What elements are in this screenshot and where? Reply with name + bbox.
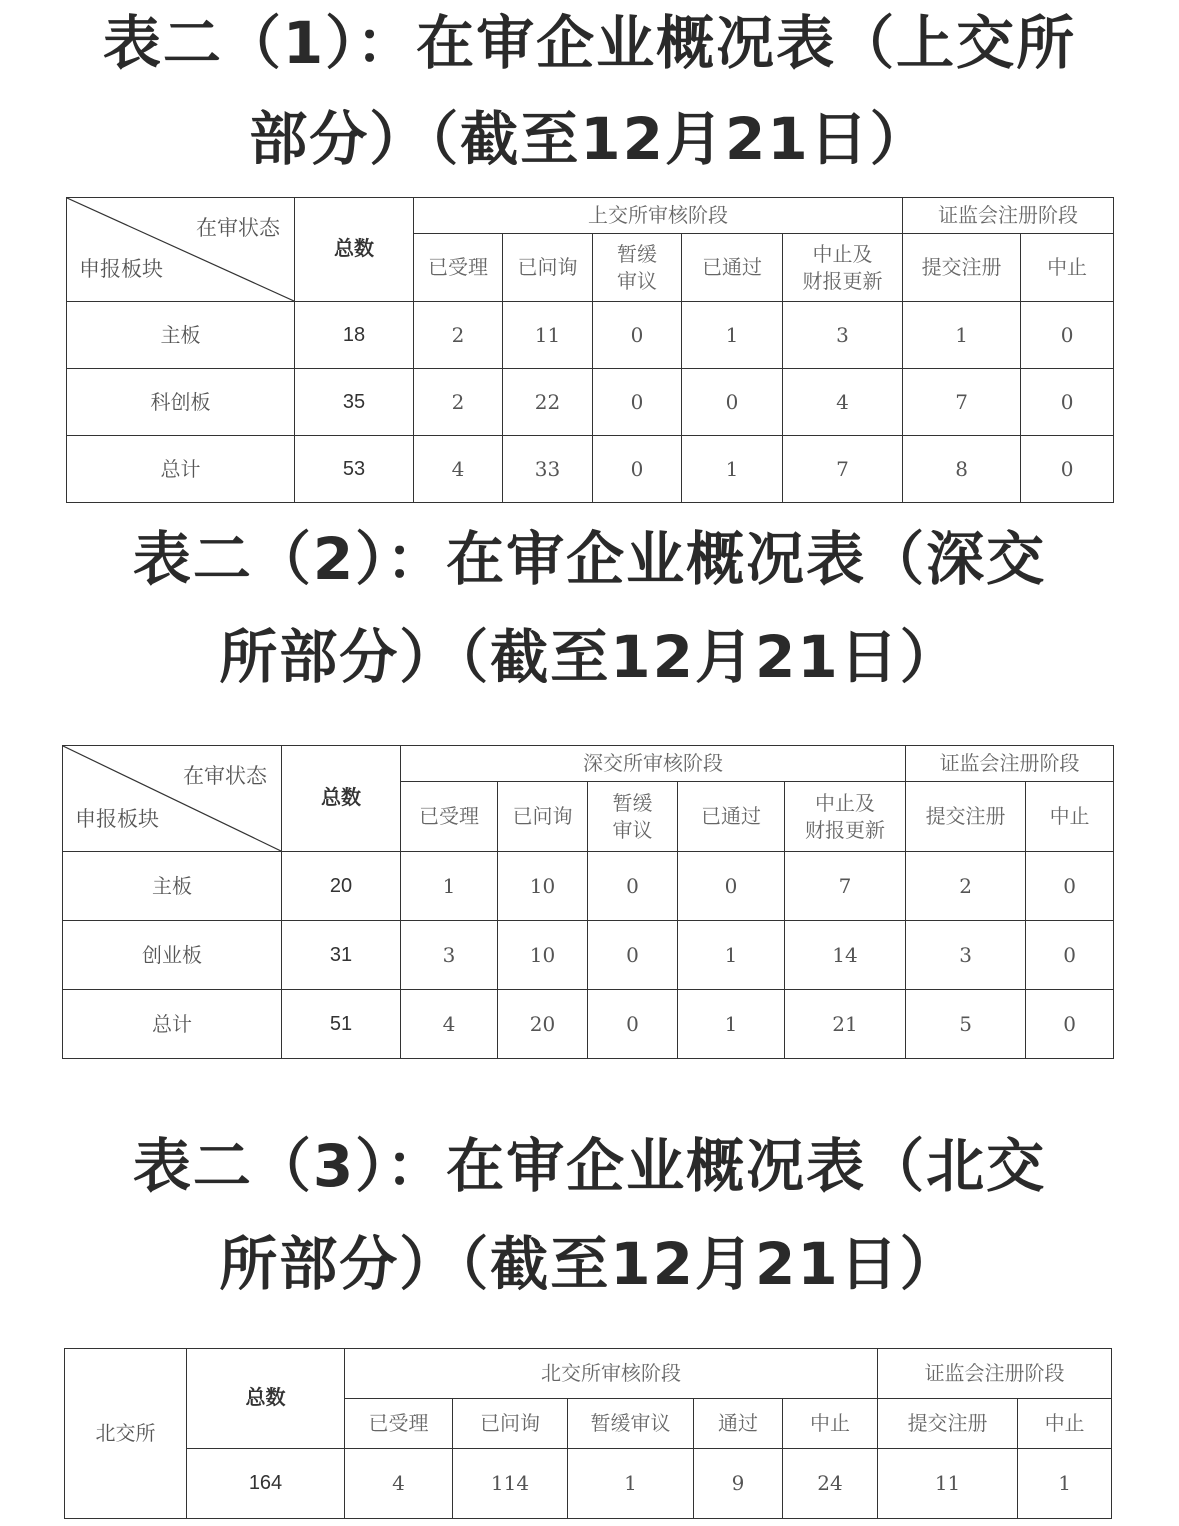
total-value: 53 — [295, 436, 414, 503]
total-value: 31 — [282, 921, 401, 990]
count-cell: 10 — [498, 921, 588, 990]
column-header: 提交注册 — [906, 782, 1026, 852]
table3-title-line2: 所部分）（截至12月21日） — [219, 1230, 960, 1298]
count-cell: 14 — [785, 921, 906, 990]
table2-shenzhen — [62, 745, 1114, 1059]
total-value: 20 — [282, 852, 401, 921]
count-cell: 0 — [588, 852, 678, 921]
count-cell: 2 — [414, 369, 503, 436]
count-cell: 4 — [783, 369, 903, 436]
count-cell: 0 — [678, 852, 785, 921]
total-header: 总数 — [282, 746, 401, 852]
total-value: 164 — [187, 1449, 345, 1519]
count-cell: 7 — [783, 436, 903, 503]
table-row — [63, 990, 1114, 1059]
count-cell: 0 — [1021, 369, 1114, 436]
count-cell: 10 — [498, 852, 588, 921]
count-cell: 0 — [593, 436, 682, 503]
count-cell: 1 — [903, 302, 1021, 369]
board-name: 总计 — [67, 436, 295, 503]
count-cell: 0 — [1021, 436, 1114, 503]
column-header: 中止 — [1018, 1399, 1112, 1449]
count-cell: 7 — [903, 369, 1021, 436]
count-cell: 33 — [503, 436, 593, 503]
count-cell: 2 — [906, 852, 1026, 921]
table1-shanghai — [66, 197, 1114, 503]
table2-title-line2: 所部分）（截至12月21日） — [219, 623, 960, 691]
count-cell: 4 — [414, 436, 503, 503]
count-cell: 0 — [682, 369, 783, 436]
count-cell: 8 — [903, 436, 1021, 503]
board-name: 创业板 — [63, 921, 282, 990]
count-cell: 1 — [678, 921, 785, 990]
column-header: 暂缓 审议 — [588, 782, 678, 852]
table-row — [63, 852, 1114, 921]
count-cell: 0 — [1021, 302, 1114, 369]
count-cell: 1 — [568, 1449, 694, 1519]
table-row — [67, 302, 1114, 369]
column-header: 通过 — [694, 1399, 783, 1449]
column-header: 提交注册 — [903, 234, 1021, 302]
column-header: 已受理 — [345, 1399, 453, 1449]
column-header: 已问询 — [503, 234, 593, 302]
board-header-label: 申报板块 — [79, 256, 163, 281]
column-header: 已问询 — [453, 1399, 568, 1449]
table2-diagonal-header — [63, 746, 282, 852]
column-header: 中止及 财报更新 — [783, 234, 903, 302]
count-cell: 5 — [906, 990, 1026, 1059]
count-cell: 1 — [401, 852, 498, 921]
exchange-review-stage-header: 北交所审核阶段 — [345, 1349, 878, 1399]
count-cell: 0 — [593, 369, 682, 436]
board-name: 总计 — [63, 990, 282, 1059]
count-cell: 2 — [414, 302, 503, 369]
column-header: 已受理 — [401, 782, 498, 852]
count-cell: 11 — [503, 302, 593, 369]
column-header: 中止 — [1021, 234, 1114, 302]
table-row — [67, 436, 1114, 503]
status-header-label: 在审状态 — [183, 764, 267, 788]
table3-beijing — [64, 1348, 1112, 1519]
column-header: 暂缓 审议 — [593, 234, 682, 302]
table1-title-line2: 部分）（截至12月21日） — [249, 105, 930, 173]
count-cell: 20 — [498, 990, 588, 1059]
column-header: 暂缓审议 — [568, 1399, 694, 1449]
total-header: 总数 — [295, 198, 414, 302]
board-name: 科创板 — [67, 369, 295, 436]
column-header: 已受理 — [414, 234, 503, 302]
count-cell: 24 — [783, 1449, 878, 1519]
count-cell: 9 — [694, 1449, 783, 1519]
count-cell: 0 — [593, 302, 682, 369]
total-value: 35 — [295, 369, 414, 436]
column-header: 已通过 — [678, 782, 785, 852]
total-value: 51 — [282, 990, 401, 1059]
exchange-review-stage-header: 上交所审核阶段 — [414, 198, 903, 234]
count-cell: 0 — [1026, 990, 1114, 1059]
count-cell: 1 — [1018, 1449, 1112, 1519]
exchange-label: 北交所 — [65, 1349, 187, 1519]
count-cell: 7 — [785, 852, 906, 921]
csrc-registration-stage-header: 证监会注册阶段 — [903, 198, 1114, 234]
column-header: 已通过 — [682, 234, 783, 302]
count-cell: 0 — [1026, 852, 1114, 921]
column-header: 中止及 财报更新 — [785, 782, 906, 852]
total-header: 总数 — [187, 1349, 345, 1449]
column-header: 已问询 — [498, 782, 588, 852]
board-name: 主板 — [67, 302, 295, 369]
count-cell: 0 — [588, 990, 678, 1059]
count-cell: 1 — [678, 990, 785, 1059]
count-cell: 114 — [453, 1449, 568, 1519]
board-name: 主板 — [63, 852, 282, 921]
board-header-label: 申报板块 — [75, 806, 159, 831]
column-header: 提交注册 — [878, 1399, 1018, 1449]
count-cell: 4 — [401, 990, 498, 1059]
exchange-review-stage-header: 深交所审核阶段 — [401, 746, 906, 782]
count-cell: 1 — [682, 436, 783, 503]
column-header: 中止 — [1026, 782, 1114, 852]
table2-title-line1: 表二（2）：在审企业概况表（深交 — [132, 525, 1047, 593]
count-cell: 1 — [682, 302, 783, 369]
column-header: 中止 — [783, 1399, 878, 1449]
table1-title-line1: 表二（1）：在审企业概况表（上交所 — [102, 9, 1077, 77]
count-cell: 0 — [588, 921, 678, 990]
table1-diagonal-header — [67, 198, 295, 302]
table-row — [67, 369, 1114, 436]
count-cell: 3 — [906, 921, 1026, 990]
count-cell: 21 — [785, 990, 906, 1059]
csrc-registration-stage-header: 证监会注册阶段 — [906, 746, 1114, 782]
count-cell: 11 — [878, 1449, 1018, 1519]
count-cell: 3 — [401, 921, 498, 990]
count-cell: 4 — [345, 1449, 453, 1519]
count-cell: 22 — [503, 369, 593, 436]
table3-title-line1: 表二（3）：在审企业概况表（北交 — [132, 1132, 1047, 1200]
count-cell: 0 — [1026, 921, 1114, 990]
status-header-label: 在审状态 — [196, 216, 280, 240]
csrc-registration-stage-header: 证监会注册阶段 — [878, 1349, 1112, 1399]
table-row — [63, 921, 1114, 990]
total-value: 18 — [295, 302, 414, 369]
count-cell: 3 — [783, 302, 903, 369]
